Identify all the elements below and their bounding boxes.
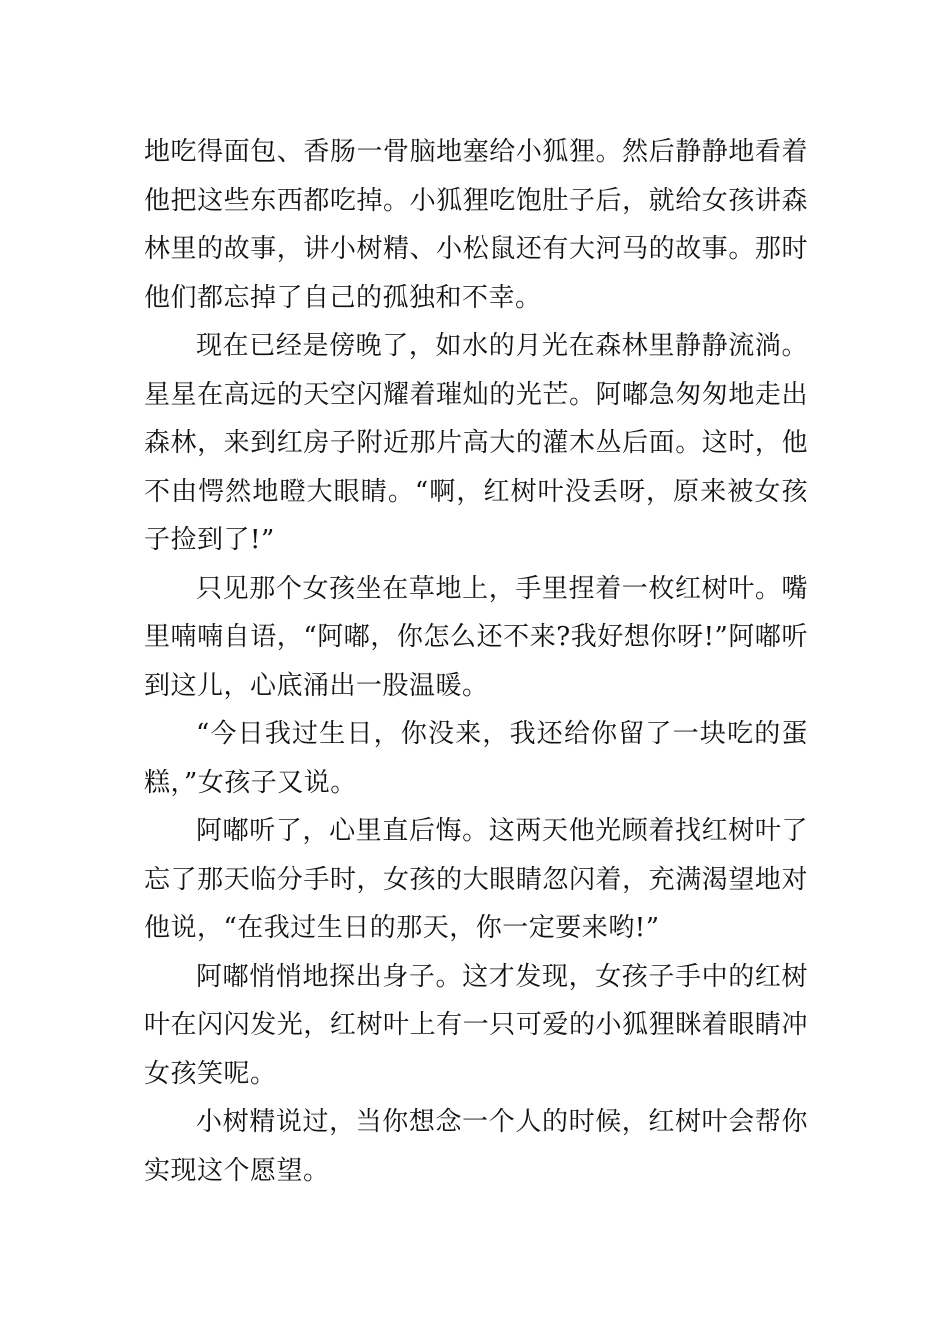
paragraph-girl-on-grass: 只见那个女孩坐在草地上，手里捏着一枚红树叶。嘴里喃喃自语，“阿嘟，你怎么还不来?我好想你呀!”阿嘟听到这儿，心底涌出一股温暖。	[144, 573, 808, 701]
paragraph-wish: 小树精说过，当你想念一个人的时候，红树叶会帮你实现这个愿望。	[144, 1107, 808, 1186]
paragraph-regret: 阿嘟听了，心里直后悔。这两天他光顾着找红树叶了忘了那天临分手时，女孩的大眼睛忽闪着，充满渴望地对他说，“在我过生日的那天，你一定要来哟!”	[144, 816, 808, 943]
document-body	[144, 128, 808, 1195]
paragraph-continued: 地吃得面包、香肠一骨脑地塞给小狐狸。然后静静地看着他把这些东西都吃掉。小狐狸吃饱肚子后，就给女孩讲森林里的故事，讲小树精、小松鼠还有大河马的故事。那时他们都忘掉了自己的孤独和不幸。	[144, 137, 808, 313]
paragraph-evening: 现在已经是傍晚了，如水的月光在森林里静静流淌。星星在高远的天空闪耀着璀灿的光芒。阿嘟急匆匆地走出森林，来到红房子附近那片高大的灌木丛后面。这时，他不由愕然地瞪大眼睛。“啊，红树叶没丢呀，原来被女孩子捡到了!”	[144, 331, 808, 555]
paragraph-glowing-leaf: 阿嘟悄悄地探出身子。这才发现，女孩子手中的红树叶在闪闪发光，红树叶上有一只可爱的小狐狸眯着眼睛冲女孩笑呢。	[144, 961, 808, 1089]
paragraph-birthday: “今日我过生日，你没来，我还给你留了一块吃的蛋糕，”女孩子又说。	[144, 719, 808, 798]
